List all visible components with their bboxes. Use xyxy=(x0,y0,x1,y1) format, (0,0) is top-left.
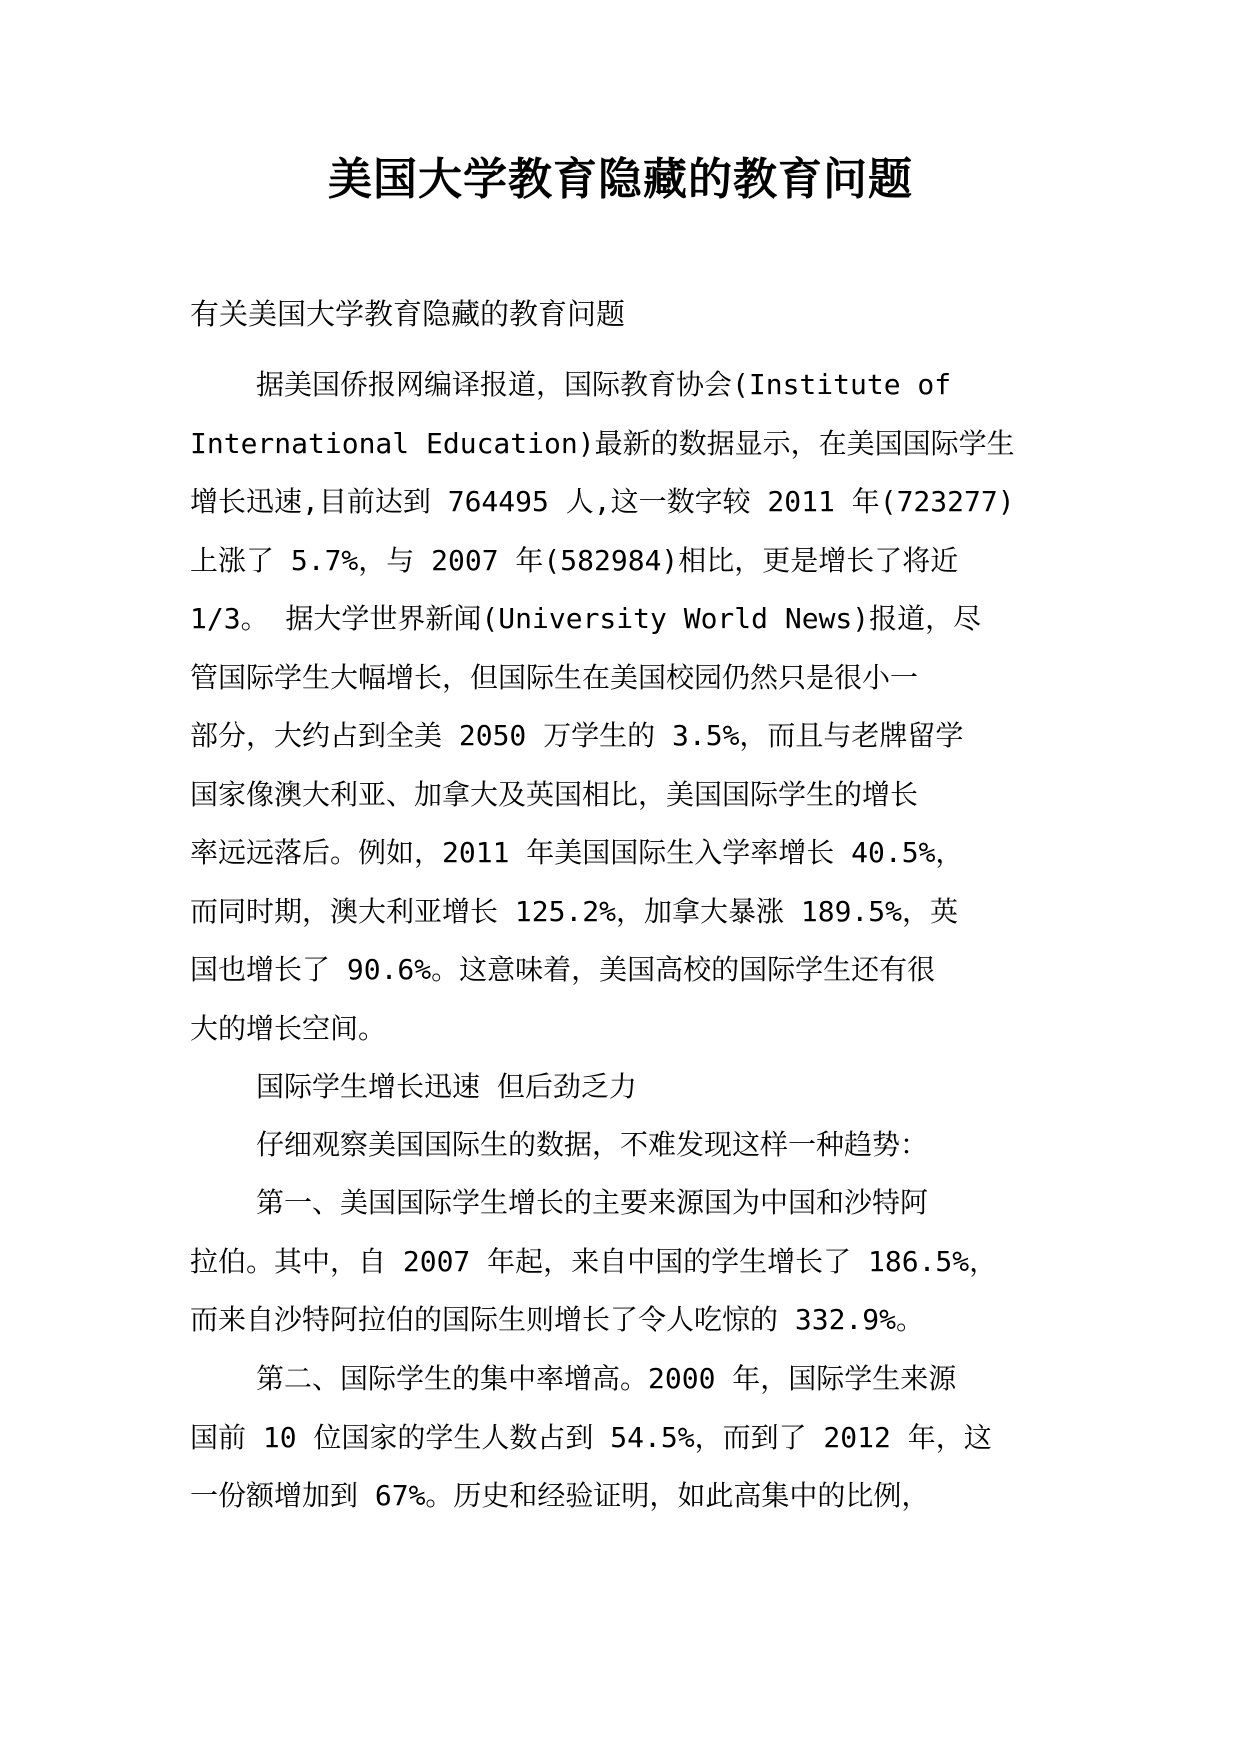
paragraph-line: 而来自沙特阿拉伯的国际生则增长了令人吃惊的 332.9%。 xyxy=(190,1303,925,1336)
paragraph-line: 一份额增加到 67%。历史和经验证明，如此高集中的比例， xyxy=(190,1479,930,1512)
paragraph-line: 国前 10 位国家的学生人数占到 54.5%，而到了 2012 年，这 xyxy=(190,1420,992,1454)
paragraph-line: 据美国侨报网编译报道，国际教育协会(Institute of xyxy=(256,368,952,401)
document-title: 美国大学教育隐藏的教育问题 xyxy=(328,154,913,205)
section-heading xyxy=(190,1058,1070,1117)
paragraph-line: 国家像澳大利亚、加拿大及英国相比，美国国际学生的增长 xyxy=(190,777,919,811)
document-subtitle: 有关美国大学教育隐藏的教育问题 xyxy=(190,297,626,331)
paragraph-line: 部分，大约占到全美 2050 万学生的 3.5%，而且与老牌留学 xyxy=(190,719,964,752)
paragraph-line: International Education)最新的数据显示，在美国国际学生 xyxy=(190,426,1015,460)
paragraph-line: 率远远落后。例如，2011 年美国国际生入学率增长 40.5%， xyxy=(190,836,964,869)
paragraph-line: 第二、国际学生的集中率增高。2000 年，国际学生来源 xyxy=(256,1362,957,1395)
paragraph-line: 增长迅速,目前达到 764495 人,这一数字较 2011 年(723277) xyxy=(190,485,1015,518)
section-heading-text: 国际学生增长迅速 但后劲乏力 xyxy=(256,1070,637,1103)
paragraph-2 xyxy=(190,1116,1070,1175)
paragraph-line: 上涨了 5.7%，与 2007 年(582984)相比，更是增长了将近 xyxy=(190,543,959,577)
paragraph-1 xyxy=(190,356,1070,1058)
paragraph-3 xyxy=(190,1174,1070,1350)
paragraph-line: 管国际学生大幅增长，但国际生在美国校园仍然只是很小一 xyxy=(190,660,919,694)
paragraph-4 xyxy=(190,1350,1070,1526)
paragraph-line: 国也增长了 90.6%。这意味着，美国高校的国际学生还有很 xyxy=(190,953,936,986)
paragraph-line: 而同时期，澳大利亚增长 125.2%，加拿大暴涨 189.5%，英 xyxy=(190,894,959,928)
paragraph-line: 拉伯。其中，自 2007 年起，来自中国的学生增长了 186.5%， xyxy=(190,1244,998,1278)
paragraph-line: 大的增长空间。 xyxy=(190,1011,387,1045)
paragraph-line: 第一、美国国际学生增长的主要来源国为中国和沙特阿 xyxy=(256,1186,929,1219)
paragraph-line: 仔细观察美国国际生的数据，不难发现这样一种趋势： xyxy=(256,1128,929,1161)
paragraph-line: 1/3。 据大学世界新闻(University World News)报道，尽 xyxy=(190,602,982,635)
